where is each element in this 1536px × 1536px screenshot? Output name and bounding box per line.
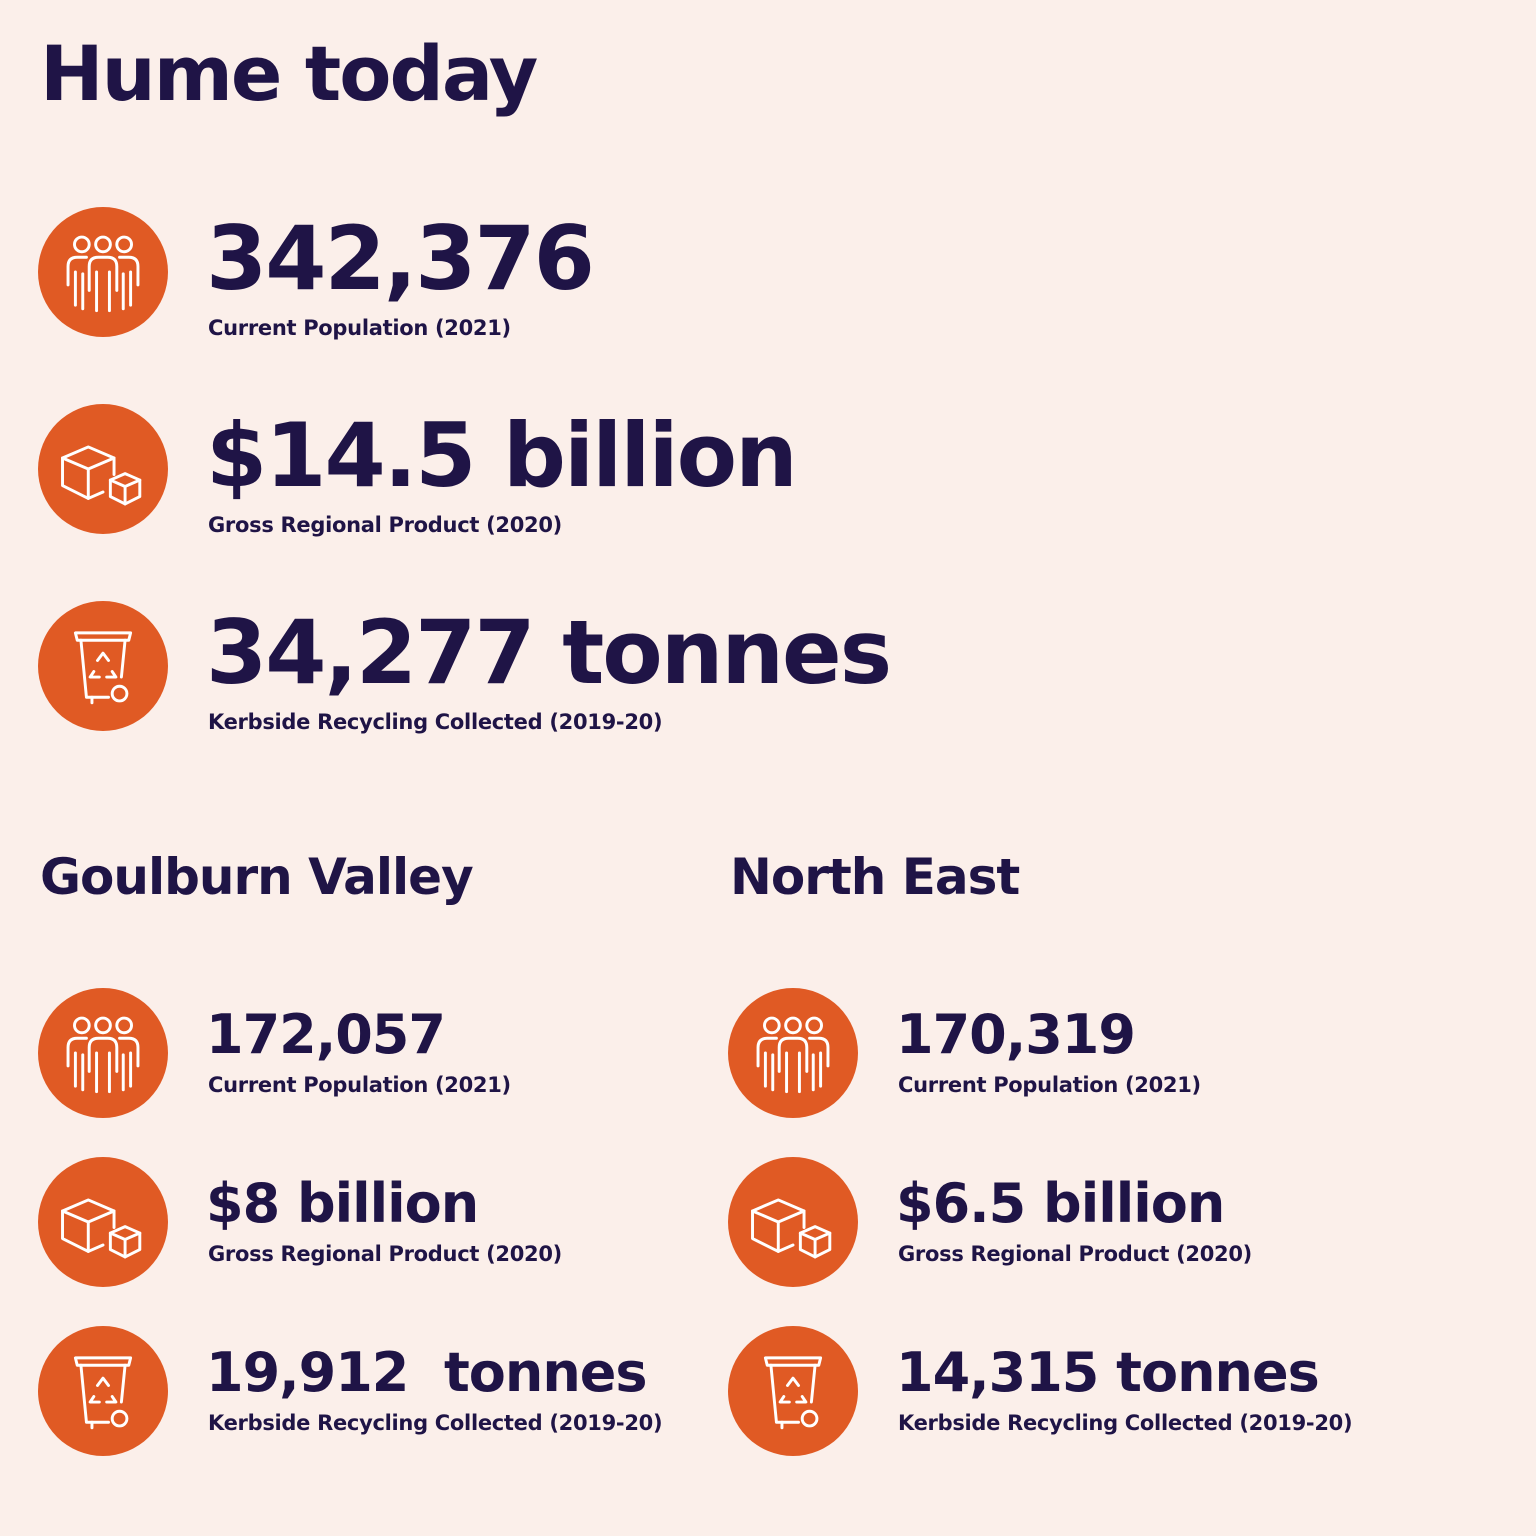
- stat-label: Gross Regional Product (2020): [208, 1242, 562, 1266]
- people-icon: [38, 988, 168, 1118]
- stat-label: Current Population (2021): [208, 1073, 511, 1097]
- stat-value: 170,319: [896, 1003, 1135, 1066]
- recycling-bin-icon: [728, 1326, 858, 1456]
- north-east-title: North East: [730, 848, 1020, 906]
- stat-value: 34,277 tonnes: [206, 601, 891, 704]
- people-icon: [38, 207, 168, 337]
- stat-label: Kerbside Recycling Collected (2019-20): [898, 1411, 1353, 1435]
- stat-label: Gross Regional Product (2020): [208, 513, 562, 537]
- recycling-bin-icon: [38, 1326, 168, 1456]
- boxes-icon: [38, 404, 168, 534]
- boxes-icon: [38, 1157, 168, 1287]
- stat-value: 14,315 tonnes: [896, 1341, 1319, 1404]
- stat-label: Kerbside Recycling Collected (2019-20): [208, 710, 663, 734]
- stat-value: 19,912 tonnes: [206, 1341, 647, 1404]
- stat-value: 342,376: [206, 207, 593, 310]
- page-title: Hume today: [40, 29, 537, 118]
- stat-value: $6.5 billion: [896, 1172, 1225, 1235]
- stat-value: $14.5 billion: [206, 404, 796, 507]
- stat-value: $8 billion: [206, 1172, 479, 1235]
- goulburn-valley-title: Goulburn Valley: [40, 848, 473, 906]
- stat-label: Current Population (2021): [898, 1073, 1201, 1097]
- boxes-icon: [728, 1157, 858, 1287]
- people-icon: [728, 988, 858, 1118]
- stat-label: Gross Regional Product (2020): [898, 1242, 1252, 1266]
- stat-label: Kerbside Recycling Collected (2019-20): [208, 1411, 663, 1435]
- recycling-bin-icon: [38, 601, 168, 731]
- stat-label: Current Population (2021): [208, 316, 511, 340]
- stat-value: 172,057: [206, 1003, 445, 1066]
